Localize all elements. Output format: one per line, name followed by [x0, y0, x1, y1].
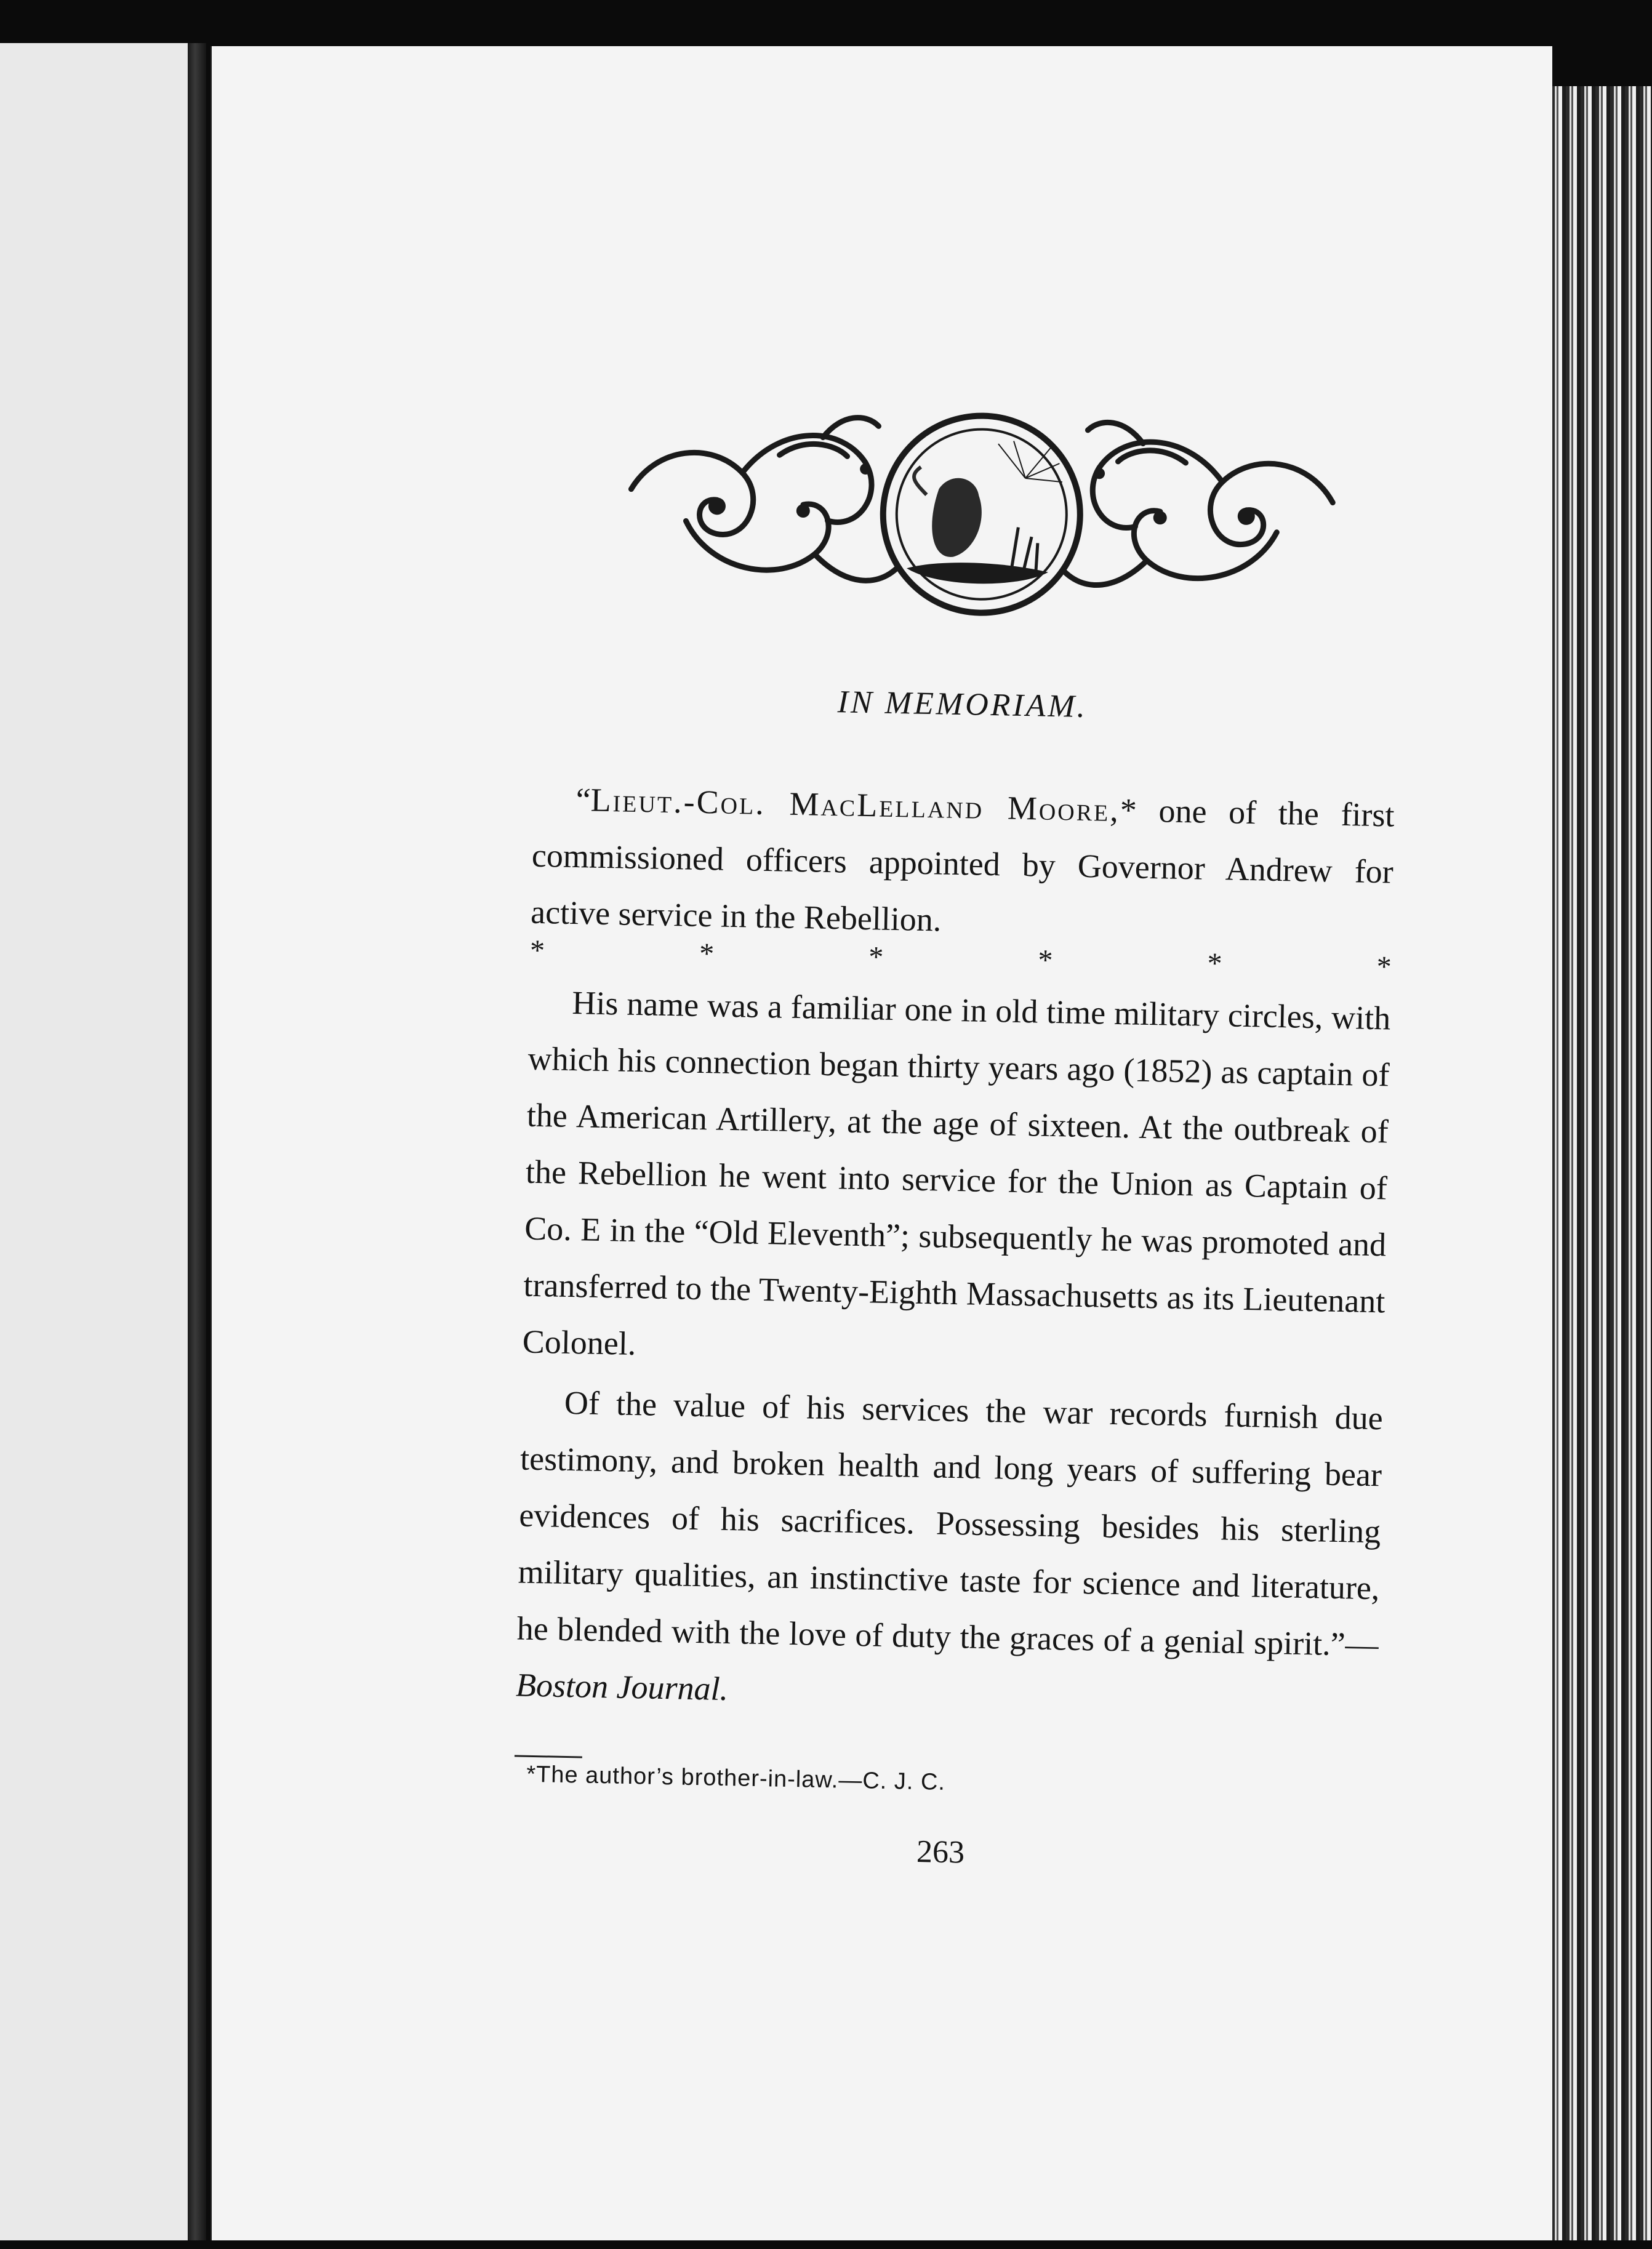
book-page [211, 46, 1552, 2240]
asterisk: * [868, 940, 884, 974]
officer-name: Lieut.-Col. MacLelland Moore, [590, 781, 1121, 829]
page-edges [1551, 86, 1652, 2240]
floral-scroll-ornament-icon [616, 396, 1347, 632]
paragraph-1 [530, 771, 1395, 957]
footnote: *The author’s brother-in-law.—C. J. C. [526, 1761, 946, 1795]
asterisk: * [1207, 947, 1223, 980]
asterisk: * [699, 937, 715, 971]
footnote-marker: * [1120, 792, 1137, 829]
facing-left-page [0, 43, 190, 2240]
paragraph-3 [515, 1374, 1383, 1730]
asterisk: * [529, 934, 545, 968]
source-citation: Boston Journal. [515, 1666, 729, 1708]
footnote-rule [515, 1755, 582, 1758]
open-quote: “ [575, 781, 591, 819]
asterisk: * [1037, 944, 1053, 977]
page-heading: IN MEMORIAM. [837, 684, 1088, 724]
paragraph-2: His name was a familiar one in old time military circles, with which his connection began thirty years ago (1852) as captain of the American Artillery, at the age of sixteen. At the outbreak of the Rebellion he went into service for the Union as Captain of Co. E in the “Old Eleventh”; subsequently he was promoted and transferred to the Twenty-Eighth Massachusetts as its Lieutenant Colonel. [522, 984, 1391, 1363]
paragraph-1-text: one of the first commissioned officers appointed by Governor Andrew for active service in the Rebellion. [530, 792, 1395, 939]
page-number: 263 [916, 1834, 965, 1870]
page-text-block [481, 38, 1427, 2249]
asterisk: * [1376, 950, 1392, 984]
book-gutter [188, 43, 206, 2240]
paragraph-3-text: Of the value of his services the war records furnish due testimony, and broken health and long years of suffering bear evidences of his sacrifices. Possessing besides his sterling military qualities, an instinctive taste for science and literature, he blended with the love of duty the graces of a genial spirit.”— [516, 1384, 1384, 1664]
